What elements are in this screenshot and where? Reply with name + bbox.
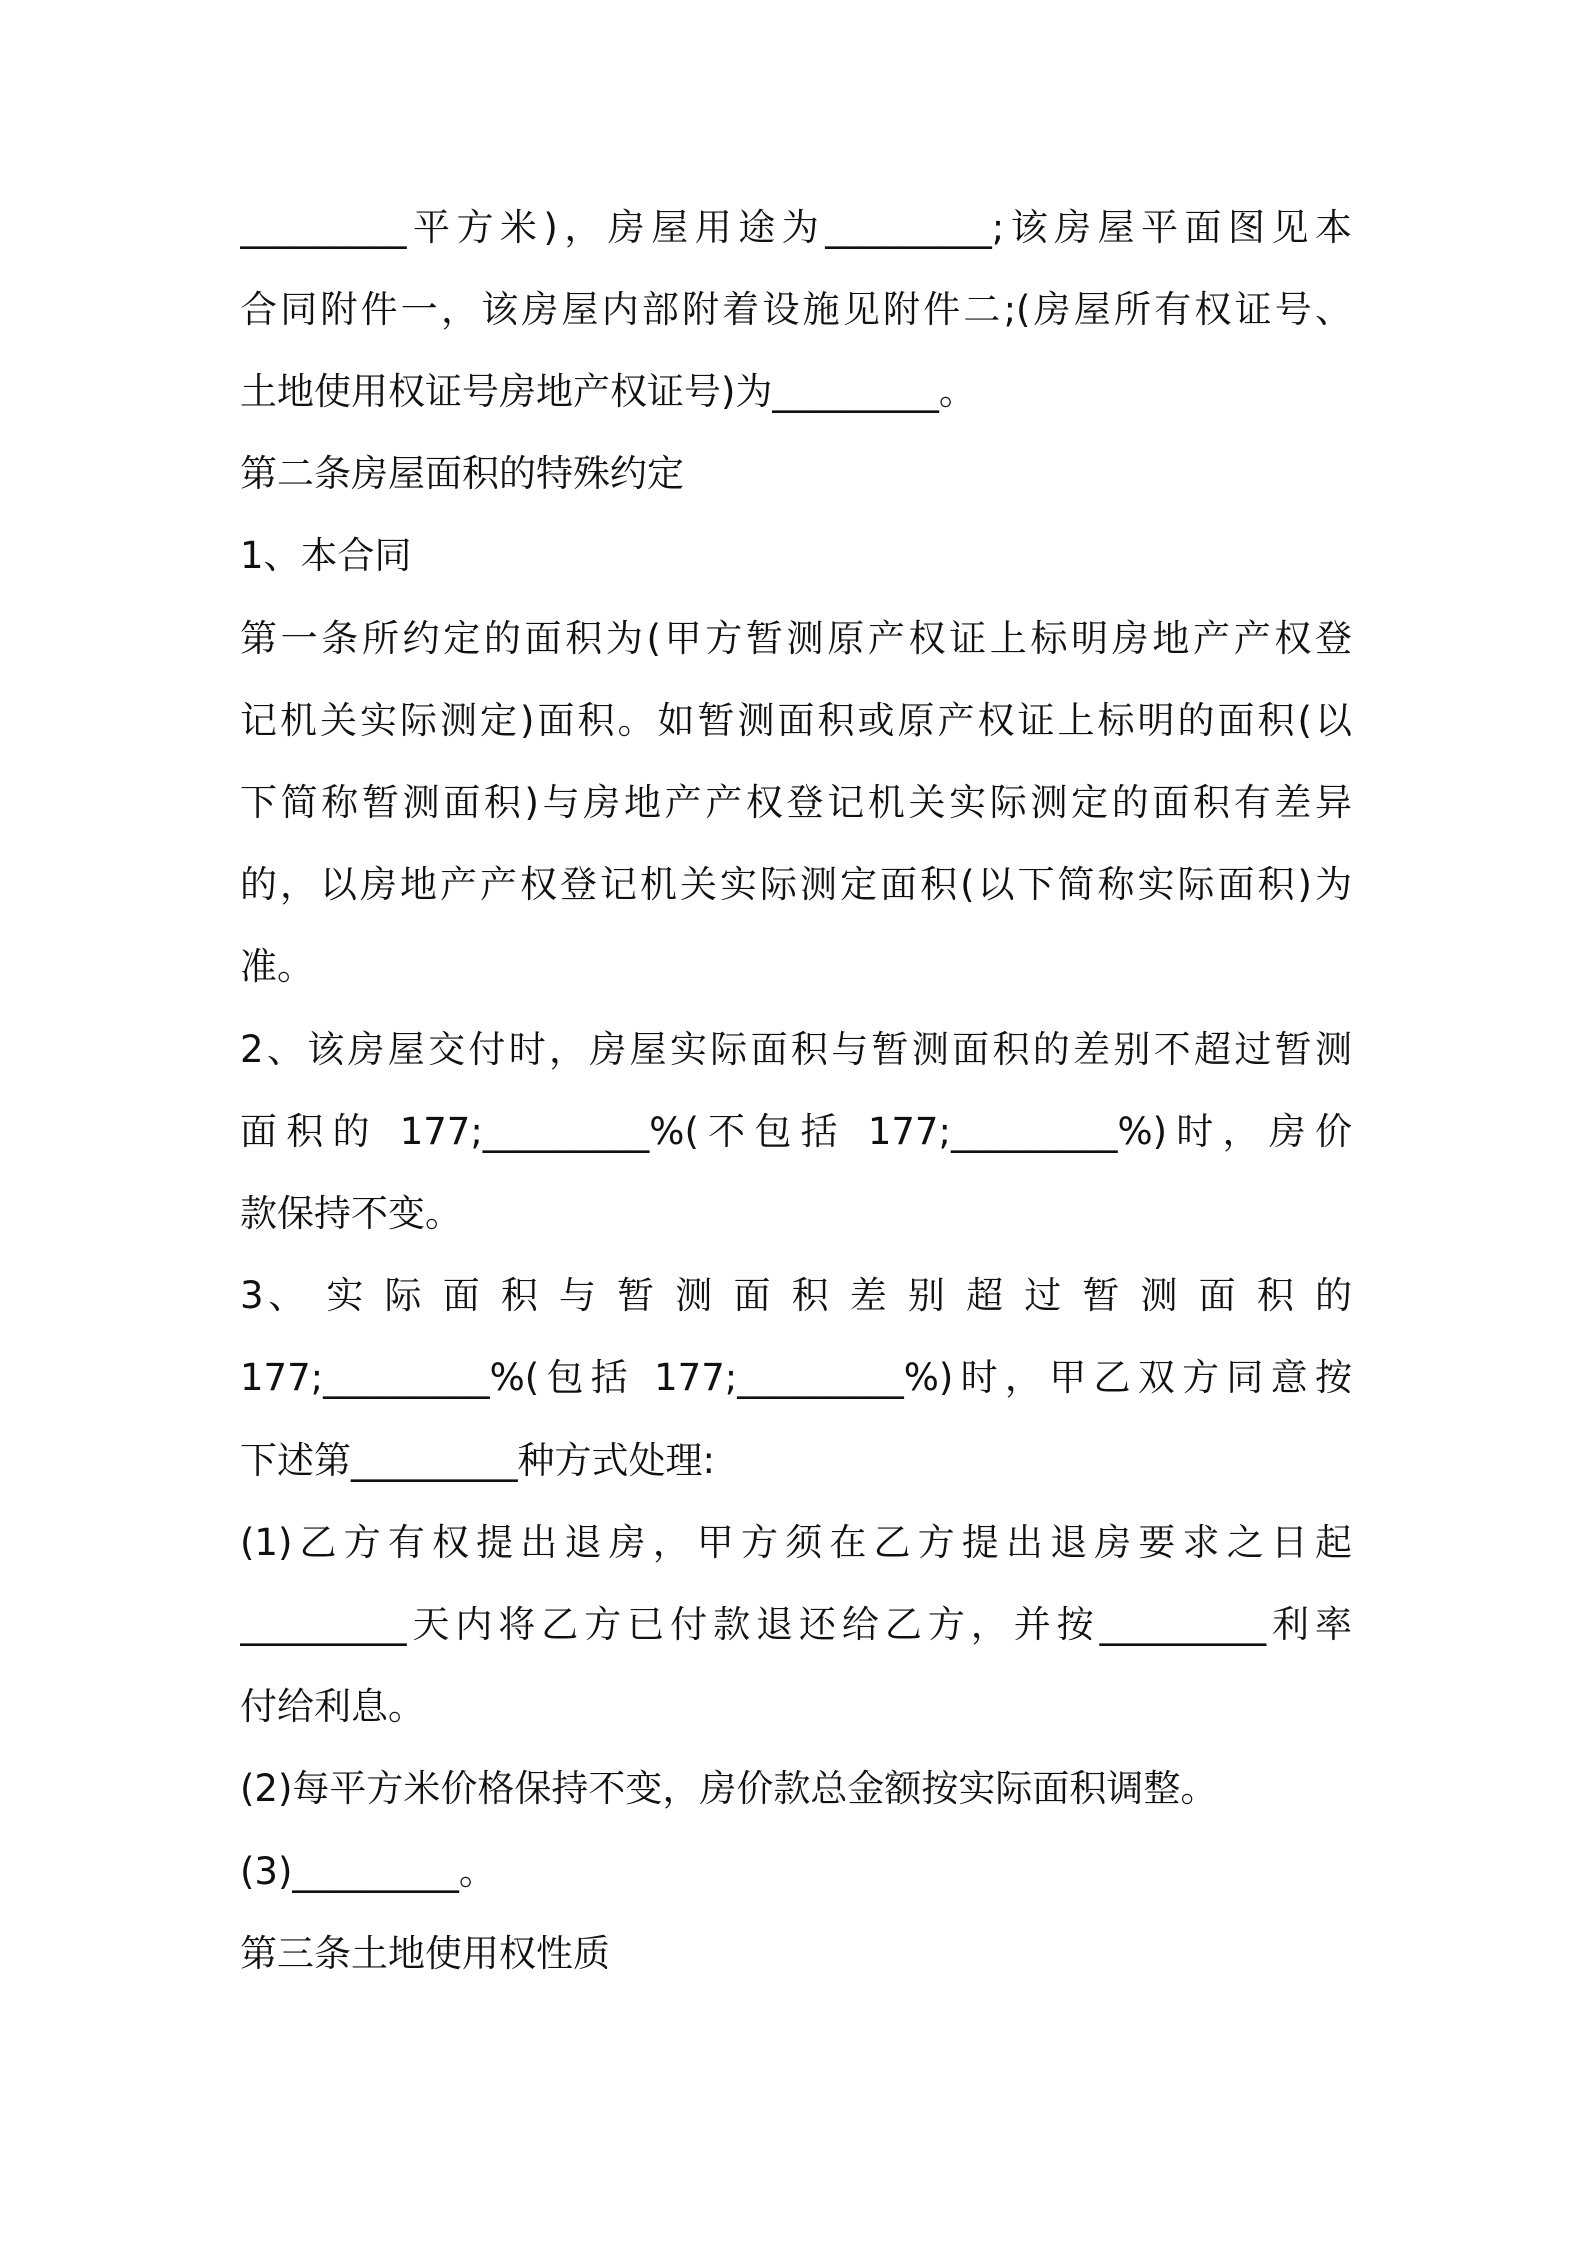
- section-heading-article-2: 第二条房屋面积的特殊约定: [240, 452, 684, 495]
- section-heading-article-3: 第三条土地使用权性质: [240, 1932, 610, 1975]
- text-line-21: (3)_________。: [240, 1850, 496, 1893]
- text-line-7: 记机关实际测定)面积。如暂测面积或原产权证上标明的面积(以: [240, 699, 1352, 742]
- text-line-16: 下述第_________种方式处理:: [240, 1439, 715, 1482]
- text-line-5: 1、本合同: [240, 534, 412, 577]
- text-line-13: 款保持不变。: [240, 1192, 462, 1235]
- text-line-12: 面积的 177;_________%(不包括 177;_________%)时，房价: [240, 1110, 1352, 1153]
- text-line-6: 第一条所约定的面积为(甲方暂测原产权证上标明房地产产权登: [240, 617, 1352, 660]
- text-line-18: _________天内将乙方已付款退还给乙方，并按_________利率: [240, 1603, 1352, 1646]
- text-line-8: 下简称暂测面积)与房地产产权登记机关实际测定的面积有差异: [240, 781, 1352, 824]
- text-line-20: (2)每平方米价格保持不变，房价款总金额按实际面积调整。: [240, 1767, 1218, 1810]
- text-line-19: 付给利息。: [240, 1685, 425, 1728]
- text-line-3: 土地使用权证号房地产权证号)为_________。: [240, 370, 976, 413]
- text-line-10: 准。: [240, 945, 314, 988]
- text-line-11: 2、该房屋交付时，房屋实际面积与暂测面积的差别不超过暂测: [240, 1028, 1352, 1071]
- text-line-1: _________平方米)，房屋用途为_________;该房屋平面图见本: [240, 206, 1352, 249]
- text-line-15: 177;_________%(包括 177;_________%)时，甲乙双方同意按: [240, 1356, 1352, 1399]
- text-line-14: 3、 实 际 面 积 与 暂 测 面 积 差 别 超 过 暂 测 面 积 的: [240, 1274, 1352, 1317]
- text-line-9: 的，以房地产产权登记机关实际测定面积(以下简称实际面积)为: [240, 863, 1352, 906]
- text-line-17: (1)乙方有权提出退房，甲方须在乙方提出退房要求之日起: [240, 1521, 1352, 1564]
- text-line-2: 合同附件一，该房屋内部附着设施见附件二;(房屋所有权证号、: [240, 288, 1352, 331]
